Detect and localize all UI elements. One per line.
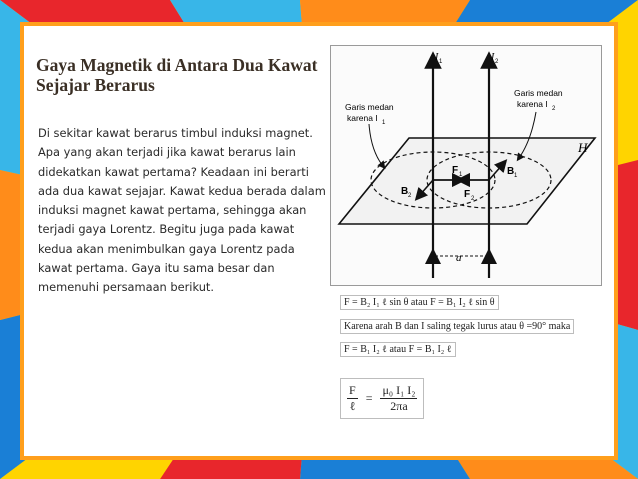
plane-h [339, 138, 595, 224]
formula-rhs-denominator: 2πa [390, 399, 408, 413]
formula-rhs-numerator: μ₀ I₁ I₂ [382, 383, 416, 397]
formula-condition: Karena arah B dan I saling tegak lurus atau θ =90° maka [340, 319, 574, 334]
wire-1-sub: 1 [439, 59, 443, 65]
field-label-1-line2: karena I [347, 113, 378, 123]
formula-force-general: F = B₂ I₁ ℓ sin θ atau F = B₁ I₂ ℓ sin θ [340, 295, 499, 310]
force-f1-sub: 1 [459, 172, 463, 178]
wire-2-label: I [491, 52, 495, 63]
slide-title: Gaya Magnetik di Antara Dua Kawat Sejajar Berarus [36, 55, 318, 95]
formula-lhs [347, 383, 358, 414]
diagram-panel [330, 45, 602, 286]
wire-1-label: I [435, 52, 439, 63]
formula-force-per-length [340, 378, 424, 419]
force-f2-label: F [464, 189, 471, 200]
field-b1-label: B [507, 166, 515, 177]
parallel-wires-diagram [331, 46, 603, 287]
formula-rhs [380, 383, 417, 414]
slide-body-text: Di sekitar kawat berarus timbul induksi magnet. Apa yang akan terjadi jika kawat berarus lain didekatkan kawat pertama? Keadaan ini berarti ada dua kawat sejajar. Kawat kedua berada dalam induksi magnet kawat pertama, sehingga akan terjadi gaya Lorentz. Begitu juga pada kawat kedua akan menimbulkan gaya Lorentz pada kawat pertama. Gaya itu sama besar dan memenuhi persamaan berikut. [38, 126, 326, 295]
field-label-2-line2: karena I [517, 99, 548, 109]
field-label-1-sub: 1 [382, 120, 386, 126]
formula-lhs-denominator: ℓ [349, 399, 356, 413]
distance-label: a [456, 252, 462, 264]
plane-label: H [578, 140, 588, 155]
field-b2-sub: 2 [408, 193, 412, 199]
field-label-1-pointer [369, 124, 383, 166]
field-label-1-line1: Garis medan [345, 102, 394, 112]
force-f2-sub: 2 [471, 196, 475, 202]
formula-equals: = [365, 391, 373, 405]
field-b1-sub: 1 [514, 173, 518, 179]
field-b2-label: B [401, 186, 409, 197]
force-f1-label: F [452, 165, 459, 176]
formula-lhs-numerator: F [349, 383, 356, 397]
formula-force-perpendicular: F = B₁ I₂ ℓ atau F = B₁ I₂ ℓ [340, 342, 456, 357]
field-label-2-sub: 2 [552, 106, 556, 112]
field-label-2-line1: Garis medan [514, 88, 563, 98]
wire-2-sub: 2 [495, 59, 499, 65]
